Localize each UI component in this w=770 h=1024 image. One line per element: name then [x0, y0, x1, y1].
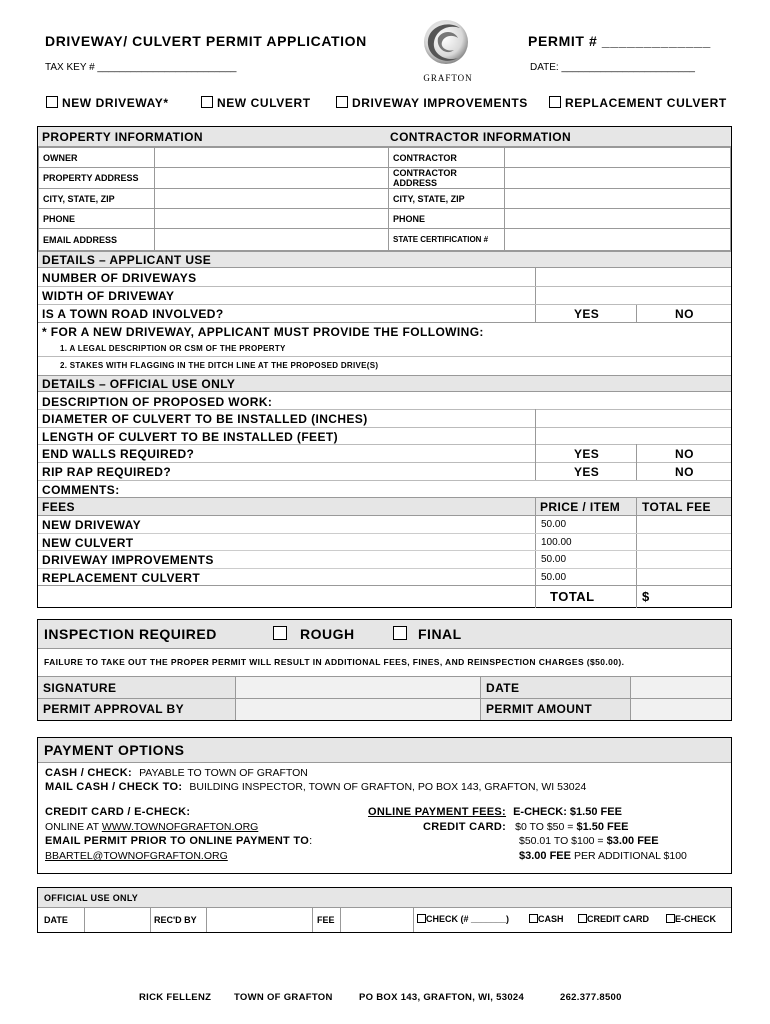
- total-dollar: $: [642, 589, 650, 604]
- mail-line: [45, 781, 586, 793]
- online-fees-label: ONLINE PAYMENT FEES:: [368, 806, 507, 818]
- property-address-field[interactable]: [155, 168, 389, 189]
- grafton-logo: [418, 14, 478, 84]
- property-header: [38, 127, 731, 147]
- footer-phone: 262.377.8500: [560, 992, 622, 1003]
- approval-field[interactable]: [236, 699, 481, 720]
- type-option-new-driveway[interactable]: NEW DRIVEWAY*: [46, 96, 169, 110]
- email-field[interactable]: [155, 229, 389, 251]
- rough-checkbox[interactable]: [273, 626, 287, 640]
- online-url-link[interactable]: WWW.TOWNOFGRAFTON.ORG: [101, 821, 259, 833]
- signature-label: SIGNATURE: [43, 681, 117, 695]
- city-state-zip-field[interactable]: [155, 189, 389, 209]
- email-label: EMAIL PERMIT PRIOR TO ONLINE PAYMENT TO: [45, 835, 310, 847]
- office-date-label: DATE: [44, 915, 68, 925]
- fee-row: [38, 569, 731, 587]
- cc-range-2: $50.01 TO $100 =: [519, 835, 604, 847]
- approval-label-cell: [38, 699, 236, 720]
- final-label: FINAL: [418, 626, 462, 642]
- mail-label: MAIL CASH / CHECK TO:: [45, 781, 183, 793]
- town-road-no[interactable]: NO: [675, 307, 694, 321]
- inspection-heading: INSPECTION REQUIRED: [44, 626, 217, 642]
- cc-label: CREDIT CARD:: [423, 821, 507, 833]
- table-row: [39, 189, 731, 209]
- end-walls-label: END WALLS REQUIRED?: [42, 447, 195, 461]
- requirement-2: 2. STAKES WITH FLAGGING IN THE DITCH LINE AT THE PROPOSED DRIVE(S): [60, 361, 379, 370]
- end-walls-no[interactable]: NO: [675, 447, 694, 461]
- footer-address: PO BOX 143, GRAFTON, WI, 53024: [359, 992, 525, 1003]
- signature-label-cell: [38, 677, 236, 699]
- checkbox[interactable]: [417, 914, 426, 923]
- cc-fee-line-3: [519, 850, 687, 862]
- contractor-heading: CONTRACTOR INFORMATION: [390, 130, 572, 144]
- contractor-phone-field[interactable]: [505, 209, 731, 229]
- divider: [636, 304, 637, 322]
- cc-fee-1: $1.50 FEE: [576, 821, 629, 833]
- owner-field[interactable]: [155, 148, 389, 168]
- state-certification-field[interactable]: [505, 229, 731, 251]
- approval-label: PERMIT APPROVAL BY: [43, 702, 184, 716]
- fee-item-name: NEW DRIVEWAY: [42, 518, 142, 532]
- property-address-label: PROPERTY ADDRESS: [39, 168, 155, 189]
- fee-list: [38, 516, 731, 586]
- logo-text: GRAFTON: [423, 73, 473, 83]
- divider: [38, 480, 731, 481]
- checkbox[interactable]: [46, 96, 58, 108]
- fee-row: [38, 551, 731, 569]
- fee-row: [38, 516, 731, 534]
- checkbox[interactable]: [578, 914, 587, 923]
- contractor-city-state-zip-field[interactable]: [505, 189, 731, 209]
- inspection-header: [38, 620, 731, 649]
- divider: [38, 356, 731, 357]
- online-fees-line: [368, 806, 622, 818]
- email-address-link[interactable]: BBARTEL@TOWNOFGRAFTON.ORG: [45, 850, 228, 862]
- culvert-diameter-label: DIAMETER OF CULVERT TO BE INSTALLED (INCHES): [42, 412, 368, 426]
- cc-fee-3-suffix: PER ADDITIONAL $100: [574, 850, 687, 862]
- fee-item-name: REPLACEMENT CULVERT: [42, 570, 201, 585]
- rip-rap-yes[interactable]: YES: [574, 465, 600, 479]
- fee-item-name: NEW CULVERT: [42, 535, 134, 550]
- end-walls-yes[interactable]: YES: [574, 447, 600, 461]
- footer-town: TOWN OF GRAFTON: [234, 992, 333, 1003]
- type-option-replacement-culvert[interactable]: REPLACEMENT CULVERT: [549, 96, 727, 110]
- fee-item-price: 100.00: [541, 536, 572, 548]
- tax-key-label: TAX KEY # _________________________: [45, 62, 237, 73]
- official-heading: DETAILS – OFFICIAL USE ONLY: [42, 377, 236, 391]
- phone-field[interactable]: [155, 209, 389, 229]
- fee-item-name: DRIVEWAY IMPROVEMENTS: [42, 553, 214, 567]
- owner-label: OWNER: [39, 148, 155, 168]
- credit-card-option[interactable]: CREDIT CARD: [578, 914, 649, 924]
- new-driveway-note: * FOR A NEW DRIVEWAY, APPLICANT MUST PROVIDE THE FOLLOWING:: [42, 325, 484, 339]
- table-row: [39, 168, 731, 189]
- fee-item-price: 50.00: [541, 519, 567, 530]
- rip-rap-label: RIP RAP REQUIRED?: [42, 465, 172, 479]
- divider: [413, 908, 414, 932]
- contractor-address-field[interactable]: [505, 168, 731, 189]
- date-label-cell: [481, 677, 631, 699]
- contractor-city-state-zip-label: CITY, STATE, ZIP: [389, 189, 505, 209]
- divider: [38, 444, 731, 445]
- divider: [636, 444, 637, 480]
- divider: [535, 409, 536, 480]
- cc-fee-2: $3.00 FEE: [606, 835, 659, 847]
- fee-item-price: 50.00: [541, 554, 567, 565]
- permit-amount-label: PERMIT AMOUNT: [486, 702, 593, 716]
- divider: [38, 409, 731, 410]
- cc-fee-line-2: [519, 835, 659, 847]
- cash-check-label: CASH / CHECK:: [45, 767, 133, 779]
- total-fee-heading: TOTAL FEE: [642, 500, 711, 514]
- echeck-option[interactable]: E-CHECK: [666, 914, 716, 924]
- divider: [312, 908, 313, 932]
- fees-header: [38, 498, 731, 516]
- payment-heading: PAYMENT OPTIONS: [44, 742, 185, 758]
- penalty-warning: FAILURE TO TAKE OUT THE PROPER PERMIT WILL RESULT IN ADDITIONAL FEES, FINES, AND REINSPECTION CHARGES ($50.00).: [44, 657, 625, 667]
- town-road-yes[interactable]: YES: [574, 307, 600, 321]
- check-option[interactable]: CHECK (# _______): [417, 914, 509, 924]
- contractor-address-label: CONTRACTOR ADDRESS: [389, 168, 505, 189]
- inspection-date-field[interactable]: [631, 677, 731, 699]
- date-label: DATE: ________________________: [530, 62, 695, 73]
- amount-label-cell: [481, 699, 631, 720]
- description-label: DESCRIPTION OF PROPOSED WORK:: [42, 395, 273, 409]
- table-row: [39, 209, 731, 229]
- divider: [38, 286, 731, 287]
- checkbox[interactable]: [529, 914, 538, 923]
- cc-fee-line-1: [423, 821, 628, 833]
- type-option-new-culvert[interactable]: NEW CULVERT: [201, 96, 311, 110]
- rip-rap-no[interactable]: NO: [675, 465, 694, 479]
- permit-amount-field[interactable]: [631, 699, 731, 720]
- email-label: EMAIL ADDRESS: [39, 229, 155, 251]
- payment-header: [38, 738, 731, 763]
- property-heading: PROPERTY INFORMATION: [42, 130, 203, 144]
- contractor-phone-label: PHONE: [389, 209, 505, 229]
- cash-check-line: [45, 767, 308, 779]
- official-header: [38, 375, 731, 392]
- divider: [150, 908, 151, 932]
- office-date-field[interactable]: [85, 908, 150, 932]
- applicant-header: [38, 251, 731, 268]
- signature-field[interactable]: [236, 677, 481, 699]
- form-title: DRIVEWAY/ CULVERT PERMIT APPLICATION: [45, 33, 367, 49]
- checkbox[interactable]: [336, 96, 348, 108]
- checkbox[interactable]: [549, 96, 561, 108]
- office-row: [38, 908, 731, 932]
- checkbox[interactable]: [666, 914, 675, 923]
- email-line: [45, 835, 312, 847]
- cc-range-1: $0 TO $50 =: [515, 821, 574, 833]
- property-table: [38, 147, 731, 251]
- divider: [535, 268, 536, 322]
- contractor-label: CONTRACTOR: [389, 148, 505, 168]
- divider: [38, 304, 731, 305]
- type-option-driveway-improvements[interactable]: DRIVEWAY IMPROVEMENTS: [336, 96, 528, 110]
- contractor-field[interactable]: [505, 148, 731, 168]
- cc-fee-3: $3.00 FEE: [519, 850, 571, 862]
- divider: [38, 322, 731, 323]
- town-road-label: IS A TOWN ROAD INVOLVED?: [42, 307, 224, 321]
- price-heading: PRICE / ITEM: [540, 500, 621, 514]
- email-colon: :: [309, 835, 313, 847]
- online-line: [45, 821, 258, 833]
- city-state-zip-label: CITY, STATE, ZIP: [39, 189, 155, 209]
- echeck-fee: E-CHECK: $1.50 FEE: [513, 806, 622, 818]
- table-row: [39, 148, 731, 168]
- fees-heading: FEES: [42, 500, 75, 514]
- rough-label: ROUGH: [300, 626, 355, 642]
- table-row: [39, 229, 731, 251]
- recd-by-field[interactable]: [207, 908, 312, 932]
- permit-number-label: PERMIT # _____________: [528, 33, 711, 49]
- fee-item-price: 50.00: [541, 571, 567, 583]
- fee-field[interactable]: [341, 908, 413, 932]
- driveway-width-label: WIDTH OF DRIVEWAY: [42, 289, 175, 303]
- applicant-heading: DETAILS – APPLICANT USE: [42, 253, 212, 267]
- divider: [38, 427, 731, 428]
- footer-name: RICK FELLENZ: [139, 992, 212, 1003]
- fee-label: FEE: [317, 915, 335, 925]
- requirement-1: 1. A LEGAL DESCRIPTION OR CSM OF THE PROPERTY: [60, 344, 286, 353]
- fee-row: [38, 534, 731, 552]
- cash-option[interactable]: CASH: [529, 914, 564, 924]
- recd-by-label: REC'D BY: [154, 915, 197, 925]
- phone-label: PHONE: [39, 209, 155, 229]
- state-certification-label: STATE CERTIFICATION #: [389, 229, 505, 251]
- final-checkbox[interactable]: [393, 626, 407, 640]
- online-text: ONLINE AT: [45, 821, 99, 833]
- cash-check-text: PAYABLE TO TOWN OF GRAFTON: [139, 767, 308, 779]
- card-label: CREDIT CARD / E-CHECK:: [45, 806, 191, 818]
- inspection-date-label: DATE: [486, 681, 520, 695]
- mail-text: BUILDING INSPECTOR, TOWN OF GRAFTON, PO BOX 143, GRAFTON, WI 53024: [189, 781, 587, 793]
- culvert-length-label: LENGTH OF CULVERT TO BE INSTALLED (FEET): [42, 430, 338, 444]
- comments-label: COMMENTS:: [42, 483, 120, 497]
- checkbox[interactable]: [201, 96, 213, 108]
- divider: [38, 462, 731, 463]
- total-label: TOTAL: [550, 589, 595, 604]
- office-header: [38, 888, 731, 908]
- office-heading: OFFICIAL USE ONLY: [44, 893, 139, 903]
- swirl-logo-icon: [418, 14, 478, 70]
- num-driveways-label: NUMBER OF DRIVEWAYS: [42, 271, 197, 285]
